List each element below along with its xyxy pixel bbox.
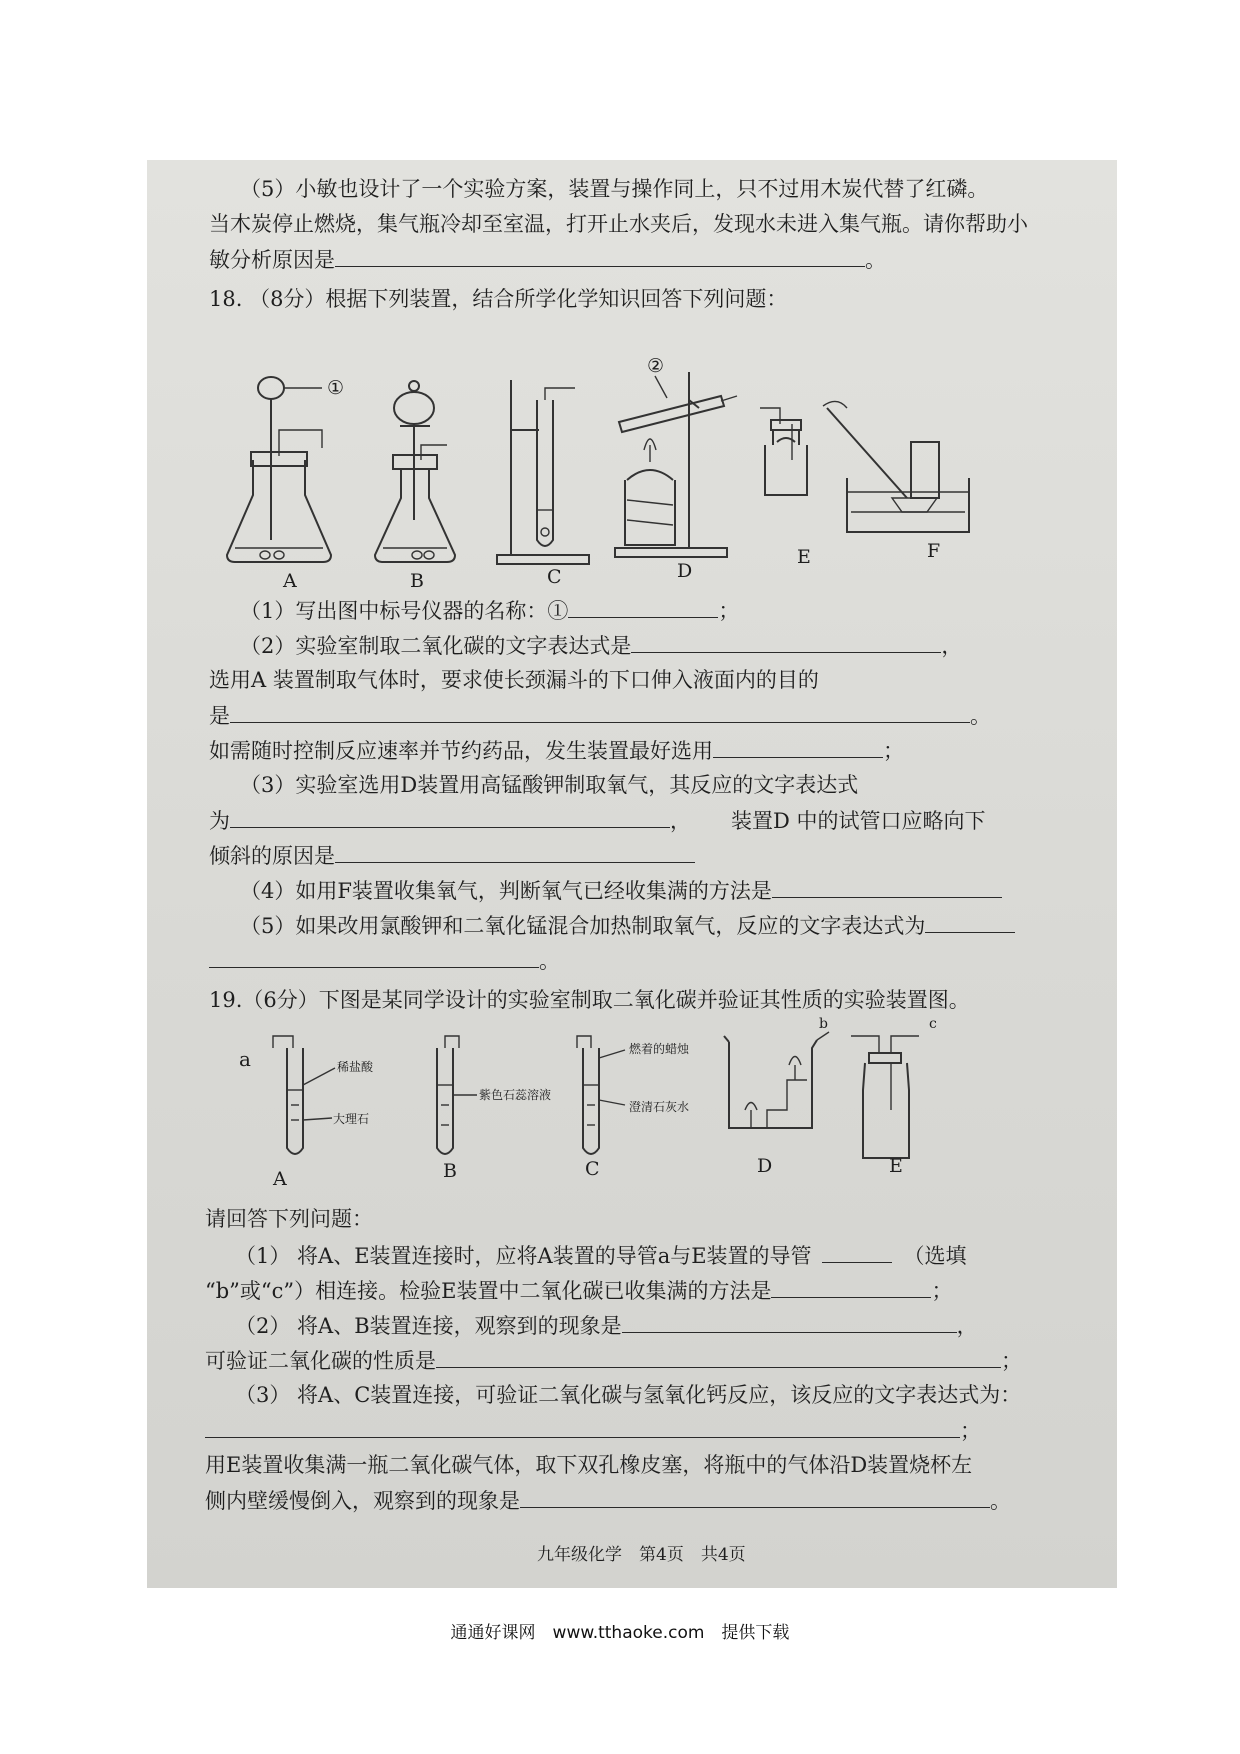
label-marble: 大理石 — [333, 1112, 370, 1126]
q19-apparatus-b — [437, 1036, 477, 1154]
q19-apparatus-d — [724, 1032, 829, 1128]
label-b: B — [410, 570, 424, 592]
q18-p5-cont: 。 — [209, 945, 560, 976]
q19-p3d: 侧内壁缓慢倒入，观察到的现象是 。 — [205, 1485, 1011, 1516]
label-e: E — [797, 546, 811, 568]
answer-blank[interactable] — [771, 1275, 931, 1298]
label-circle-2: ② — [647, 355, 665, 377]
q17-5-line1: （5）小敏也设计了一个实验方案，装置与操作同上，只不过用木炭代替了红磷。 — [240, 177, 989, 201]
exam-page — [147, 160, 1117, 1588]
answer-blank[interactable] — [622, 1310, 957, 1333]
q17-5-line2: 当木炭停止燃烧，集气瓶冷却至室温，打开止水夹后，发现水未进入集气瓶。请你帮助小 — [209, 212, 1028, 236]
answer-blank[interactable] — [822, 1240, 892, 1263]
q19-label-b: B — [443, 1160, 457, 1182]
q18-p5: （5）如果改用氯酸钾和二氧化锰混合加热制取氧气，反应的文字表达式为 — [240, 910, 1015, 941]
q18-p3a: （3）实验室选用D装置用高锰酸钾制取氧气，其反应的文字表达式 — [240, 773, 859, 797]
q17-5-line3: 敏分析原因是 。 — [209, 244, 886, 275]
site-footer: 通通好课网 www.tthaoke.com 提供下载 — [450, 1623, 790, 1643]
q19-label-a: A — [273, 1168, 287, 1190]
label-d: D — [677, 560, 693, 582]
q18-title: 18. （8分）根据下列装置，结合所学化学知识回答下列问题： — [209, 287, 788, 311]
page-footer: 九年级化学 第4页 共4页 — [537, 1545, 746, 1565]
q18-p3b: 为 ， 装置D 中的试管口应略向下 — [209, 805, 986, 836]
q19-apparatus-c — [577, 1036, 625, 1154]
label-candle: 燃着的蜡烛 — [629, 1042, 690, 1056]
q19-p1b: “b”或“c”）相连接。检验E装置中二氧化碳已收集满的方法是 ； — [205, 1275, 952, 1306]
label-limewater: 澄清石灰水 — [629, 1100, 690, 1114]
label-tube-c: c — [929, 1016, 937, 1032]
label-circle-1: ① — [327, 377, 345, 399]
q19-label-e: E — [889, 1155, 903, 1177]
label-litmus: 紫色石蕊溶液 — [479, 1088, 552, 1102]
q19-apparatus-a — [273, 1036, 335, 1154]
q19-title: 19.（6分）下图是某同学设计的实验室制取二氧化碳并验证其性质的实验装置图。 — [209, 988, 970, 1012]
q19-p3b: ； — [205, 1415, 981, 1446]
q19-p3c: 用E装置收集满一瓶二氧化碳气体，取下双孔橡皮塞，将瓶中的气体沿D装置烧杯左 — [205, 1453, 973, 1477]
label-tube-a: a — [239, 1047, 251, 1071]
q18-p2b: 选用A 装置制取气体时，要求使长颈漏斗的下口伸入液面内的目的 — [209, 668, 819, 692]
label-a: A — [283, 570, 297, 592]
q18-p1: （1）写出图中标号仪器的名称：① ； — [240, 595, 739, 626]
label-dilute-hcl: 稀盐酸 — [337, 1060, 374, 1074]
q19-p3a: （3） 将A、C装置连接，可验证二氧化碳与氢氧化钙反应，该反应的文字表达式为： — [235, 1383, 1022, 1407]
q18-p3c: 倾斜的原因是 — [209, 840, 695, 871]
q19-apparatus-e — [851, 1036, 919, 1158]
q18-p2d: 如需随时控制反应速率并节约药品，发生装置最好选用 ； — [209, 735, 904, 766]
q19-p2a: （2） 将A、B装置连接，观察到的现象是 ， — [235, 1310, 978, 1341]
q19-label-c: C — [585, 1158, 600, 1180]
label-c: C — [547, 566, 562, 588]
q18-p4: （4）如用F装置收集氧气，判断氧气已经收集满的方法是 — [240, 875, 1002, 906]
q19-p2b: 可验证二氧化碳的性质是 ； — [205, 1345, 1022, 1376]
q19-apparatus-figure — [147, 160, 1117, 1160]
answer-blank[interactable] — [520, 1485, 990, 1508]
q19-label-d: D — [757, 1155, 773, 1177]
q19-intro: 请回答下列问题： — [205, 1207, 373, 1231]
answer-blank[interactable] — [436, 1345, 1001, 1368]
q18-p2c: 是 。 — [209, 700, 991, 731]
q18-p2a: （2）实验室制取二氧化碳的文字表达式是 ， — [240, 630, 962, 661]
label-f: F — [927, 540, 941, 562]
label-tube-b: b — [819, 1016, 828, 1032]
answer-blank[interactable] — [205, 1415, 960, 1438]
q19-p1a: （1） 将A、E装置连接时，应将A装置的导管a与E装置的导管 （选填 — [235, 1240, 967, 1271]
